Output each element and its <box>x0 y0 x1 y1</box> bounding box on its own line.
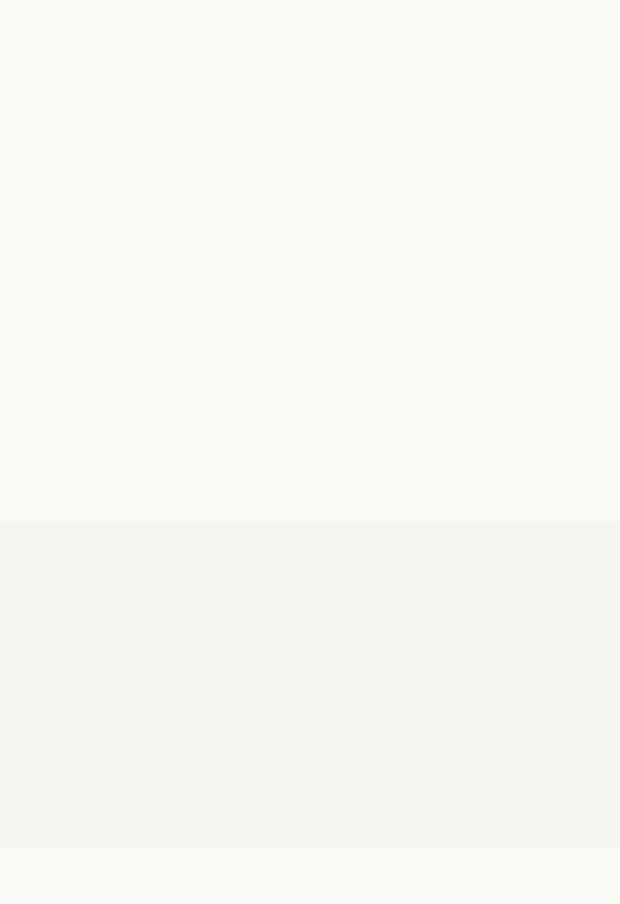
page-header <box>0 42 620 62</box>
polygram-figure <box>0 521 620 848</box>
